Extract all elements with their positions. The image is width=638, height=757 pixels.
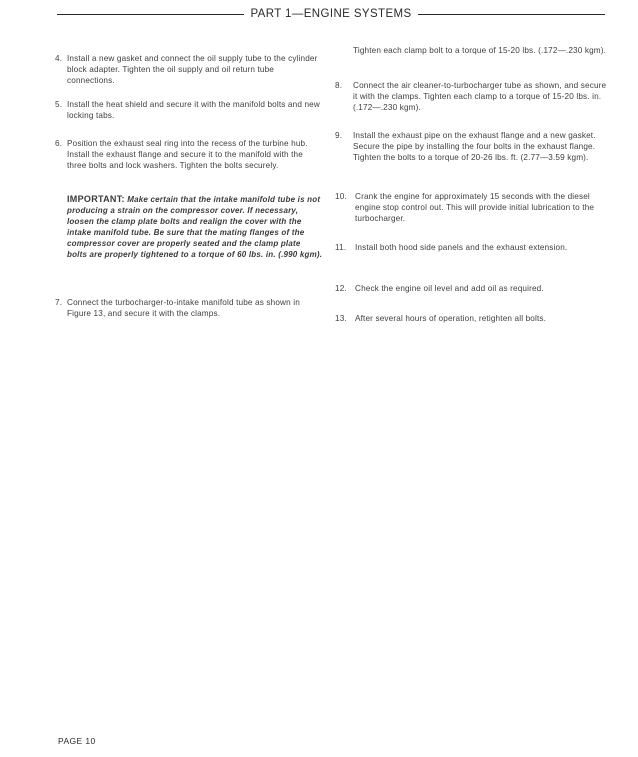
step-4 [55, 53, 323, 86]
step-text: Connect the turbocharger-to-intake manifold tube as shown in Figure 13, and secure it with the clamps. [67, 298, 300, 319]
step-text: Install both hood side panels and the exhaust extension. [355, 243, 568, 252]
important-label: IMPORTANT: [67, 194, 125, 204]
continued-text: Tighten each clamp bolt to a torque of 15-20 lbs. (.172—.230 kgm). [353, 46, 607, 55]
step-8 [335, 80, 607, 113]
step-number: 7. [55, 298, 63, 307]
section-title: PART 1—ENGINE SYSTEMS [250, 8, 412, 20]
step-number: 6. [55, 139, 63, 148]
step-13 [335, 313, 607, 324]
step-text: After several hours of operation, retighten all bolts. [355, 314, 547, 323]
page-header [57, 4, 605, 24]
step-number: 9. [335, 131, 343, 140]
step-6 [55, 138, 323, 171]
step-10 [335, 191, 607, 224]
step-text: Install the heat shield and secure it with the manifold bolts and new locking tabs. [67, 100, 320, 121]
page-number: PAGE 10 [58, 736, 96, 746]
step-number: 11. [335, 243, 347, 252]
step-text: Connect the air cleaner-to-turbocharger tube as shown, and secure it with the clamps. Tighten each clamp to a torque of 15-20 lbs. in. (.172—.230 kgm). [353, 81, 607, 113]
step-number: 8. [335, 81, 343, 90]
step-text: Install the exhaust pipe on the exhaust flange and a new gasket. Secure the pipe by installing the four bolts in the exhaust flange. Tighten the bolts to a torque of 20-26 lbs. ft. (2.77—3.59 kgm). [353, 131, 596, 163]
step-12 [335, 283, 607, 294]
step-text: Position the exhaust seal ring into the recess of the turbine hub. Install the exhaust flange and secure it to the manifold with the three bolts and lock washers. Tighten the bolts securely. [67, 139, 308, 171]
step-number: 10. [335, 192, 347, 201]
step-9 [335, 130, 607, 163]
important-text: Make certain that the intake manifold tube is not producing a strain on the compressor cover. If necessary, loosen the clamp plate bolts and realign the cover with the intake manifold tube. Be sure that the mating flanges of the compressor cover are properly seated and the clamp plate bolts are properly tightened to a torque of 60 lbs. in. (.990 kgm). [67, 195, 323, 259]
step-5 [55, 99, 323, 121]
header-rule-left [57, 14, 244, 15]
step-number: 4. [55, 54, 63, 63]
step-number: 12. [335, 284, 347, 293]
step-text: Crank the engine for approximately 15 seconds with the diesel engine stop control out. This will provide initial lubrication to the turbocharger. [355, 192, 595, 224]
important-note [67, 194, 323, 260]
step-text: Check the engine oil level and add oil as required. [355, 284, 544, 293]
step-number: 5. [55, 100, 63, 109]
step-number: 13. [335, 314, 347, 323]
step-7 [55, 297, 323, 319]
step-text: Install a new gasket and connect the oil supply tube to the cylinder block adapter. Tighten the oil supply and oil return tube connections. [67, 54, 318, 86]
step-11 [335, 242, 607, 253]
header-rule-right [418, 14, 605, 15]
